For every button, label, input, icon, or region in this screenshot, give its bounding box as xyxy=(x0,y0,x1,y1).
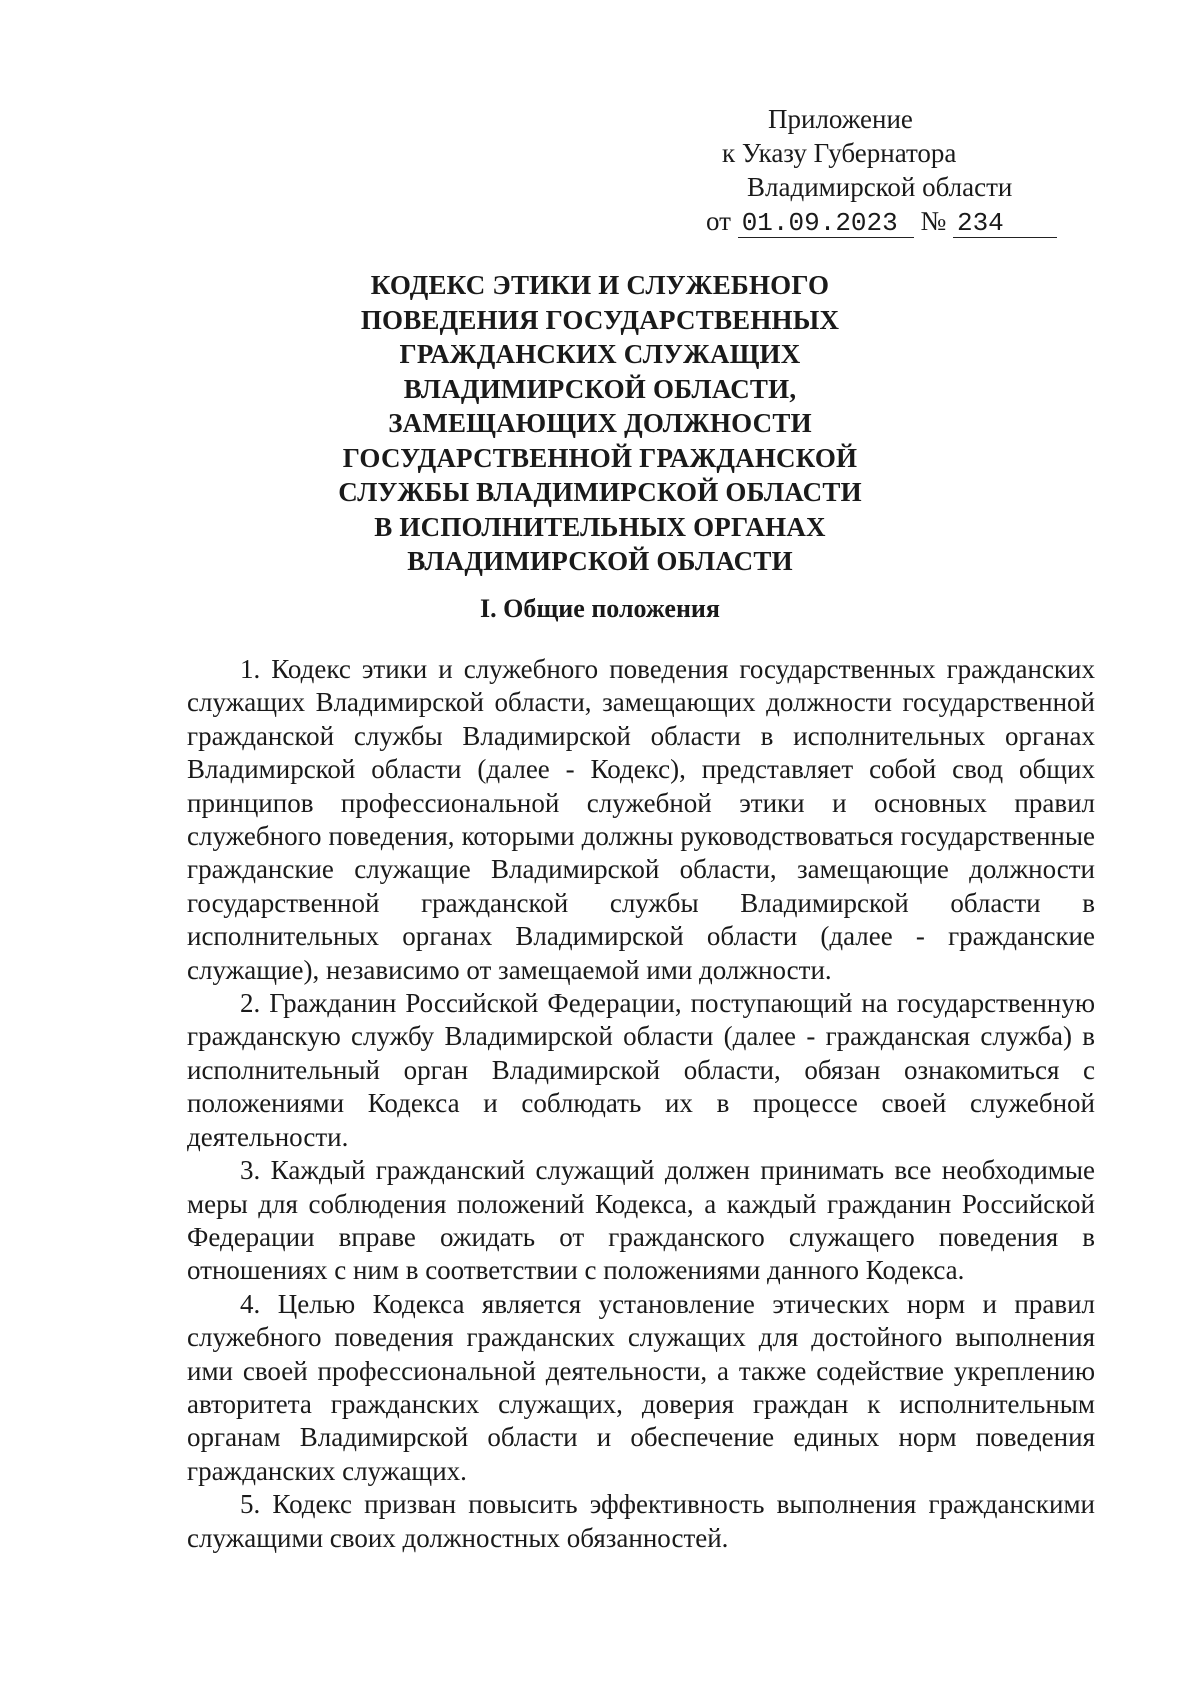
section-heading: I. Общие положения xyxy=(480,594,720,623)
title-line: ГОСУДАРСТВЕННОЙ ГРАЖДАНСКОЙ xyxy=(342,442,858,473)
title-line: ВЛАДИМИРСКОЙ ОБЛАСТИ xyxy=(407,546,793,576)
paragraph-5: 5. Кодекс призван повысить эффективность выполнения гражданскими служащими своих должностных обязанностей. xyxy=(187,1489,1095,1553)
title-line: ГРАЖДАНСКИХ СЛУЖАЩИХ xyxy=(399,339,801,369)
paragraph-1: 1. Кодекс этики и служебного поведения государственных гражданских служащих Владимирской области, замещающих должности государственной гражданской службы Владимирской области в исполнительных органах Владимирской области (далее - Кодекс), представляет собой свод общих принципов профессиональной служебной этики и основных правил служебного поведения, которыми должны руководствоваться государственные гражданские служащие Владимирской области, замещающие должности государственной гражданской службы Владимирской области в исполнительных органах Владимирской области (далее - гражданские служащие), независимо от замещаемой ими должности. xyxy=(187,654,1095,985)
title-line: В ИСПОЛНИТЕЛЬНЫХ ОРГАНАХ xyxy=(374,511,826,542)
title-line: КОДЕКС ЭТИКИ И СЛУЖЕБНОГО xyxy=(370,270,830,300)
appendix-line-3: Владимирской области xyxy=(747,172,1013,202)
date-field xyxy=(738,207,914,238)
number-prefix: № xyxy=(920,206,947,236)
date-value: 01.09.2023 xyxy=(741,208,898,238)
paragraph-2: 2. Гражданин Российской Федерации, поступающий на государственную гражданскую службу Владимирской области (далее - гражданская служба) в исполнительный орган Владимирской области, обязан ознакомиться с положениями Кодекса и соблюдать их в процессе своей служебной деятельности. xyxy=(187,988,1095,1152)
appendix-line-2: к Указу Губернатора xyxy=(722,138,957,168)
appendix-block xyxy=(700,102,1100,238)
paragraph-4: 4. Целью Кодекса является установление этических норм и правил служебного поведения гражданских служащих для достойного выполнения ими своей профессиональной деятельности, а также содействие укреплению авторитета гражданских служащих, доверия граждан к исполнительным органам Владимирской области и обеспечение единых норм поведения гражданских служащих. xyxy=(187,1288,1095,1486)
document-title xyxy=(200,268,1000,579)
paragraph-3: 3. Каждый гражданский служащий должен принимать все необходимые меры для соблюдения положений Кодекса, а каждый гражданин Российской Федерации вправе ожидать от гражданского служащего поведения в отношениях с ним в соответствии с положениями данного Кодекса. xyxy=(187,1155,1095,1286)
appendix-line-1: Приложение xyxy=(768,104,913,134)
appendix-date-line xyxy=(700,204,1100,238)
title-line: СЛУЖБЫ ВЛАДИМИРСКОЙ ОБЛАСТИ xyxy=(338,477,862,507)
title-line: ЗАМЕЩАЮЩИХ ДОЛЖНОСТИ xyxy=(388,408,812,438)
number-field xyxy=(953,207,1057,238)
number-value: 234 xyxy=(956,208,1004,238)
title-line: ПОВЕДЕНИЯ ГОСУДАРСТВЕННЫХ xyxy=(360,304,840,335)
date-prefix: от xyxy=(706,206,731,236)
title-line: ВЛАДИМИРСКОЙ ОБЛАСТИ, xyxy=(403,373,797,404)
document-body xyxy=(187,653,1095,1555)
